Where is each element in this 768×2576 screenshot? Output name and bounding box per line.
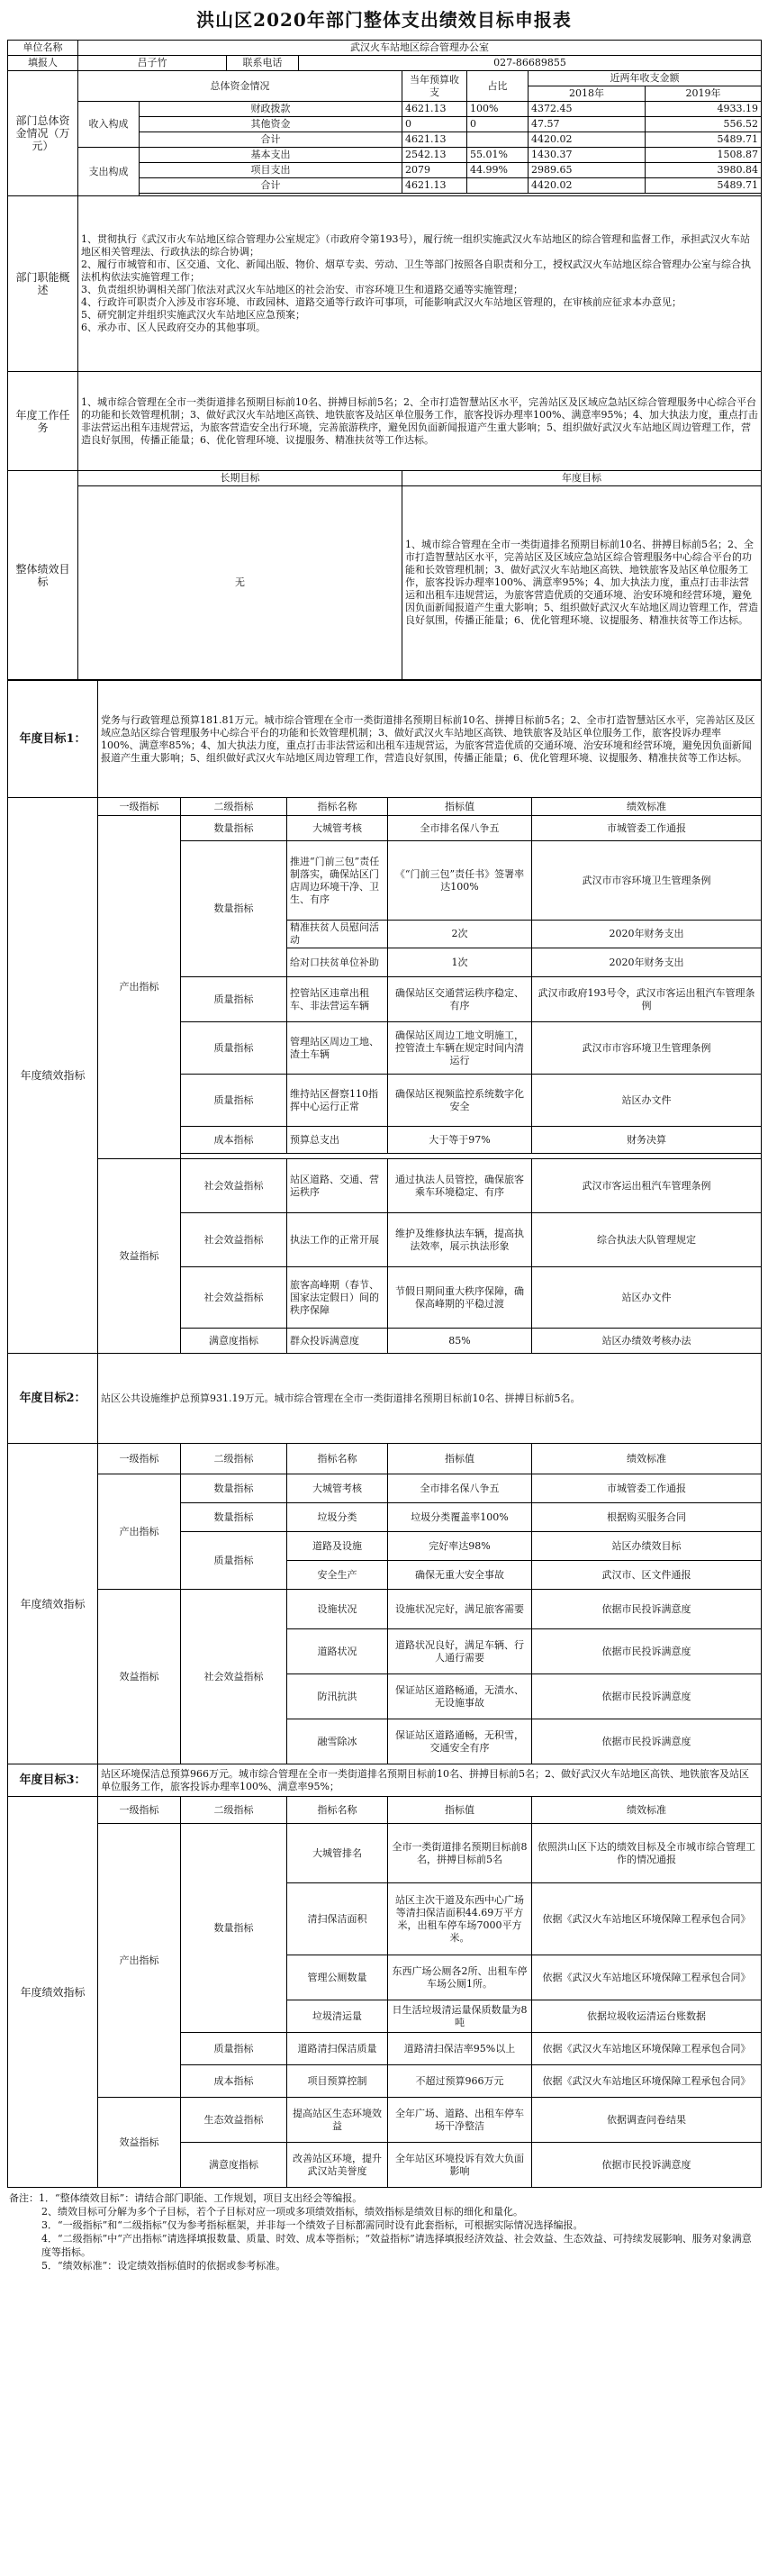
g1-l2: 社会效益指标 [181,1213,287,1267]
g1-value: 85% [388,1329,532,1354]
g3-std: 依据《武汉火车站地区环境保障工程承包合同》 [532,1883,762,1955]
g1-name: 预算总支出 [287,1127,388,1154]
duties-line: 1、贯彻执行《武汉市火车站地区综合管理办公室规定》（市政府令第193号），履行统一组织实施武汉火车站地区的综合管理和监督工作，承担武汉火车站地区相关管理法、行政执法的综合协调； [81,233,750,258]
funds-row-name: 合计 [140,132,402,148]
g2-value: 确保无重大安全事故 [388,1561,532,1590]
goal1-h4: 指标值 [388,798,532,816]
g2-name: 安全生产 [287,1561,388,1590]
duties-label: 部门职能概述 [8,196,78,372]
g3-value: 全年站区环境投诉有效大负面影响 [388,2143,532,2188]
goal3-h4: 指标值 [388,1797,532,1824]
funds-row-ratio: 100% [467,102,529,117]
funds-row-2018: 4420.02 [529,178,646,194]
g3-name: 提高站区生态环境效益 [287,2098,388,2143]
duties-line: 4、行政许可职责介入涉及市容环境、市政园林、道路交通等行政许可事项，可能影响武汉火车站地区管理的，在审核前应征求本办意见； [81,296,682,308]
g1-value: 通过执法人员管控，确保旅客乘车环境稳定、有序 [388,1159,532,1213]
g1-name: 推进“门前三包”责任制落实，确保站区门店周边环境干净、卫生、有序 [287,841,388,921]
duties-line: 5、研究制定并组织实施武汉火车站地区应急预案； [81,309,305,321]
g1-value: 大于等于97% [388,1127,532,1154]
g1-value: 2次 [388,921,532,948]
g2-std: 站区办绩效目标 [532,1532,762,1561]
page [7,0,761,2276]
g2-l2: 质量指标 [181,1532,287,1590]
footnote: 5．“绩效标准”：设定绩效指标值时的依据或参考标准。 [41,2260,286,2272]
g1-l2: 数量指标 [181,816,287,841]
g1-name: 精准扶贫人员慰问活动 [287,921,388,948]
g3-std: 依据《武汉火车站地区环境保障工程承包合同》 [532,2065,762,2098]
g1-name: 大城管考核 [287,816,388,841]
duties-text [78,196,762,372]
year-goal-label: 年度目标 [402,471,762,486]
g3-name: 项目预算控制 [287,2065,388,2098]
g3-value: 道路清扫保洁率95%以上 [388,2033,532,2065]
g1-value: 全市排名保八争五 [388,816,532,841]
g1-l2: 成本指标 [181,1127,287,1154]
funds-row-ratio: 55.01% [467,148,529,163]
g1-value: 确保站区周边工地文明施工，控管渣土车辆在规定时间内清运行 [388,1022,532,1075]
filler-label: 填报人 [8,56,78,71]
footnote: 3．“一级指标”和“二级指标”仅为参考指标框架，并非每一个绩效子目标都需同时设有此套指标，可根据实际情况选择编报。 [41,2219,583,2231]
goal2-out-label: 产出指标 [98,1474,181,1590]
g3-name: 垃圾清运量 [287,2000,388,2033]
funds-row-budget: 4621.13 [402,178,467,194]
funds-header-2018: 2018年 [529,86,646,102]
g1-std: 综合执法大队管理规定 [532,1213,762,1267]
g1-name: 管理站区周边工地、渣土车辆 [287,1022,388,1075]
funds-row-2019: 5489.71 [646,132,762,148]
goal1-h1: 一级指标 [98,798,181,816]
g1-name: 给对口扶贫单位补助 [287,948,388,977]
g1-std: 武汉市政府193号令，武汉市客运出租汽车管理条例 [532,977,762,1022]
footnote: 备注：1．“整体绩效目标”：请结合部门职能、工作规划，项目支出经会等编报。 [9,2192,363,2204]
g2-name: 垃圾分类 [287,1503,388,1532]
goal1-perf-label: 年度绩效指标 [8,798,98,1354]
goal2-eff-label: 效益指标 [98,1590,181,1764]
g1-std: 市城管委工作通报 [532,816,762,841]
g1-value: 确保站区视频监控系统数字化安全 [388,1075,532,1127]
g3-value: 东西广场公厕各2所、出租车停车场公厕1所。 [388,1955,532,2000]
header-funds-table [7,40,762,680]
footnote: 2、绩效目标可分解为多个子目标，若个子目标对应一项或多项绩效指标，绩效指标是绩效目标的细化和量化。 [41,2206,523,2218]
goal3-out-label: 产出指标 [98,1824,181,2098]
g1-name: 执法工作的正常开展 [287,1213,388,1267]
expense-label: 支出构成 [78,148,140,196]
g2-name: 融雪除冰 [287,1719,388,1764]
goal1-out-label: 产出指标 [98,816,181,1159]
g3-name: 大城管排名 [287,1824,388,1883]
funds-row-ratio [467,132,529,148]
g1-std: 站区办文件 [532,1267,762,1329]
g2-value: 道路状况良好，满足车辆、行人通行需要 [388,1629,532,1674]
g1-std: 财务决算 [532,1127,762,1154]
annual-task-label: 年度工作任务 [8,372,78,471]
g2-value: 保证站区道路通畅，无积雪，交通安全有序 [388,1719,532,1764]
goal1-text: 党务与行政管理总预算181.81万元。城市综合管理在全市一类街道排名预期目标前10名、拼搏目标前5名；2、全市打造智慧站区水平，完善站区及区域应急站区综合管理服务中心综合平台的功能和长效管理机制；3、做好武汉火车站地区高铁、地铁旅客及站区单位服务工作，旅客投诉办理率100%、满意率85%；4、加大执法力度，重点打击非法营运和出租车违规营运，为旅客营造优质的交通环境、治安环境和经营环境，避免因负面新闻报道产生重大影响；5、组织做好武汉火车站地区周边管理工作，营造良好氛围，传播正能量；6、优化管理环境、议提服务、精准扶贫等工作达标。 [98,681,762,798]
funds-row-name: 其他资金 [140,117,402,132]
g1-l2: 社会效益指标 [181,1267,287,1329]
g1-value: 节假日期间重大秩序保障，确保高峰期的平稳过渡 [388,1267,532,1329]
g3-std: 依据《武汉火车站地区环境保障工程承包合同》 [532,1955,762,2000]
g3-value: 全年广场、道路、出租车停车场干净整洁 [388,2098,532,2143]
goal1-table [7,680,762,2188]
g3-std: 依据《武汉火车站地区环境保障工程承包合同》 [532,2033,762,2065]
goal1-h3: 指标名称 [287,798,388,816]
goal3-h2: 二级指标 [181,1797,287,1824]
long-term-label: 长期目标 [78,471,402,486]
income-label: 收入构成 [78,102,140,148]
g3-l2: 数量指标 [181,1824,287,2033]
funds-row-name: 项目支出 [140,163,402,178]
g1-l2: 质量指标 [181,1075,287,1127]
g1-value: 确保站区交通营运秩序稳定、有序 [388,977,532,1022]
filler-value: 吕子竹 [78,56,227,71]
funds-row-2019: 3980.84 [646,163,762,178]
duties-line: 6、承办市、区人民政府交办的其他事项。 [81,322,266,333]
g1-l2: 质量指标 [181,977,287,1022]
g1-name: 站区道路、交通、营运秩序 [287,1159,388,1213]
goal2-h1: 一级指标 [98,1444,181,1474]
funds-row-ratio [467,178,529,194]
g3-std: 依照洪山区下达的绩效目标及全市城市综合管理工作的情况通报 [532,1824,762,1883]
goal3-h5: 绩效标准 [532,1797,762,1824]
g3-l2: 成本指标 [181,2065,287,2098]
g3-name: 管理公厕数量 [287,1955,388,2000]
funds-row-name: 合计 [140,178,402,194]
goal2-h5: 绩效标准 [532,1444,762,1474]
goal2-label: 年度目标2： [8,1354,98,1444]
g1-std: 2020年财务支出 [532,921,762,948]
g2-name: 道路状况 [287,1629,388,1674]
unit-label: 单位名称 [8,41,78,56]
g1-std: 武汉市市容环境卫生管理条例 [532,841,762,921]
g2-name: 防汛抗洪 [287,1674,388,1719]
goal2-h2: 二级指标 [181,1444,287,1474]
g1-std: 2020年财务支出 [532,948,762,977]
g2-std: 根据购买服务合同 [532,1503,762,1532]
funds-header-2019: 2019年 [646,86,762,102]
funds-header-recent: 近两年收支金额 [529,71,762,86]
goal2-perf-label: 年度绩效指标 [8,1444,98,1764]
g3-name: 道路清扫保洁质量 [287,2033,388,2065]
goal3-perf-label: 年度绩效指标 [8,1797,98,2188]
g3-l2: 生态效益指标 [181,2098,287,2143]
funds-row-2018: 1430.37 [529,148,646,163]
funds-row-2019: 4933.19 [646,102,762,117]
g2-l2: 社会效益指标 [181,1590,287,1764]
g3-value: 不超过预算966万元 [388,2065,532,2098]
g3-name: 清扫保洁面积 [287,1883,388,1955]
funds-row-2019: 5489.71 [646,178,762,194]
duties-line: 3、负责组织协调相关部门依法对武汉火车站地区的社会治安、市容环境卫生和道路交通等实施管理； [81,284,523,295]
g2-std: 依据市民投诉满意度 [532,1629,762,1674]
g3-value: 日生活垃圾清运量保质数量为8吨 [388,2000,532,2033]
g2-std: 依据市民投诉满意度 [532,1719,762,1764]
funds-row-budget: 2079 [402,163,467,178]
goal1-label: 年度目标1： [8,681,98,798]
footnote: 4．“二级指标”中“产出指标”请选择填报数量、质量、时效、成本等指标；“效益指标”请选择填报经济效益、社会效益、生态效益、可持续发展影响、服务对象满意度等指标。 [41,2233,752,2258]
funds-row-budget: 4621.13 [402,132,467,148]
g2-value: 设施状况完好，满足旅客需要 [388,1590,532,1629]
goal2-h4: 指标值 [388,1444,532,1474]
g2-value: 完好率达98% [388,1532,532,1561]
g2-name: 大城管考核 [287,1474,388,1503]
funds-row-2019: 1508.87 [646,148,762,163]
unit-value: 武汉火车站地区综合管理办公室 [78,41,762,56]
g1-std: 武汉市市容环境卫生管理条例 [532,1022,762,1075]
g2-std: 武汉市、区文件通报 [532,1561,762,1590]
g3-value: 全市一类街道排名预期目标前8名，拼搏目标前5名 [388,1824,532,1883]
g1-value: 1次 [388,948,532,977]
overall-label: 整体绩效目标 [8,471,78,680]
funds-row-name: 基本支出 [140,148,402,163]
g2-l2: 数量指标 [181,1474,287,1503]
g3-l2: 满意度指标 [181,2143,287,2188]
g2-l2: 数量指标 [181,1503,287,1532]
g1-l2: 社会效益指标 [181,1159,287,1213]
g2-value: 全市排名保八争五 [388,1474,532,1503]
goal2-text: 站区公共设施维护总预算931.19万元。城市综合管理在全市一类街道排名预期目标前10名、拼搏目标前5名。 [98,1354,762,1444]
funds-row-2018: 2989.65 [529,163,646,178]
goal3-h1: 一级指标 [98,1797,181,1824]
funds-row-2019: 556.52 [646,117,762,132]
g1-name: 群众投诉满意度 [287,1329,388,1354]
funds-row-2018: 4420.02 [529,132,646,148]
year-goal-text: 1、城市综合管理在全市一类街道排名预期目标前10名、拼搏目标前5名；2、全市打造智慧站区水平，完善站区及区域应急站区综合管理服务中心综合平台的功能和长效管理机制；3、做好武汉火车站地区高铁、地铁旅客及站区单位服务工作，旅客投诉办理率100%、满意率95%；4、加大执法力度，重点打击非法营运和出租车违规营运，为旅客营造优质的交通环境、治安环境和经营环境，避免因负面新闻报道产生重大影响；5、组织做好武汉火车站地区周边管理工作，营造良好氛围，传播正能量；6、优化管理环境、议提服务、精准扶贫等工作达标。 [402,486,762,680]
g1-l2: 质量指标 [181,1022,287,1075]
g3-name: 改善站区环境，提升武汉站美誉度 [287,2143,388,2188]
g3-std: 依据调查问卷结果 [532,2098,762,2143]
funds-row-ratio: 0 [467,117,529,132]
g2-name: 设施状况 [287,1590,388,1629]
g1-std: 站区办绩效考核办法 [532,1329,762,1354]
g1-value: 《“门前三包”责任书》签署率达100% [388,841,532,921]
funds-row-budget: 2542.13 [402,148,467,163]
goal3-h3: 指标名称 [287,1797,388,1824]
g2-std: 市城管委工作通报 [532,1474,762,1503]
g1-std: 站区办文件 [532,1075,762,1127]
g1-name: 旅客高峰期（春节、国家法定假日）间的秩序保障 [287,1267,388,1329]
goal1-h5: 绩效标准 [532,798,762,816]
phone-label: 联系电话 [227,56,299,71]
g2-name: 道路及设施 [287,1532,388,1561]
funds-header-budget: 当年预算收支 [402,71,467,102]
duties-line: 2、履行市城管和市、区交通、文化、新闻出版、物价、烟草专卖、劳动、卫生等部门按照各自职责和分工，授权武汉火车站地区综合管理办公室与综合执法机构依法实施管理工作； [81,259,751,283]
funds-header-total: 总体资金情况 [78,71,402,102]
funds-row-2018: 4372.45 [529,102,646,117]
goal3-text: 站区环境保洁总预算966万元。城市综合管理在全市一类街道排名预期目标前10名、拼搏目标前5名；2、做好武汉火车站地区高铁、地铁旅客及站区单位服务工作，旅客投诉办理率100%、满意率95%； [98,1764,762,1797]
g3-value: 站区主次干道及东西中心广场等清扫保洁面积44.69万平方米，出租车停车场7000平方米。 [388,1883,532,1955]
g2-std: 依据市民投诉满意度 [532,1590,762,1629]
g1-l2: 满意度指标 [181,1329,287,1354]
g2-std: 依据市民投诉满意度 [532,1674,762,1719]
g2-value: 垃圾分类覆盖率100% [388,1503,532,1532]
funds-row-budget: 4621.13 [402,102,467,117]
funds-row-budget: 0 [402,117,467,132]
footnotes [7,2188,761,2276]
goal1-eff-label: 效益指标 [98,1159,181,1354]
goal2-h3: 指标名称 [287,1444,388,1474]
funds-row-name: 财政拨款 [140,102,402,117]
funds-header-ratio: 占比 [467,71,529,102]
long-term-value: 无 [78,486,402,680]
phone-value: 027-86689855 [299,56,762,71]
annual-task-text: 1、城市综合管理在全市一类街道排名预期目标前10名、拼搏目标前5名；2、全市打造智慧站区水平，完善站区及区域应急站区综合管理服务中心综合平台的功能和长效管理机制；3、做好武汉火车站地区高铁、地铁旅客及站区单位服务工作，旅客投诉办理率100%、满意率95%；4、加大执法力度，重点打击非法营运出租车违规营运，为旅客营造安全出行环境，完善旅游秩序，避免因负面新闻报道产生重大影响；5、组织做好武汉火车站地区周边管理工作，营造良好氛围，传播正能量；6、优化管理环境、议提服务、精准扶贫等工作达标。 [78,372,762,471]
goal3-label: 年度目标3： [8,1764,98,1797]
g1-name: 控管站区违章出租车、非法营运车辆 [287,977,388,1022]
g2-value: 保证站区道路畅通，无渍水、无设施事故 [388,1674,532,1719]
g1-l2: 数量指标 [181,841,287,977]
g3-std: 依据市民投诉满意度 [532,2143,762,2188]
g3-std: 依据垃圾收运清运台账数据 [532,2000,762,2033]
funds-row-ratio: 44.99% [467,163,529,178]
funds-row-2018: 47.57 [529,117,646,132]
g3-l2: 质量指标 [181,2033,287,2065]
g1-value: 维护及维修执法车辆，提高执法效率，展示执法形象 [388,1213,532,1267]
goal1-h2: 二级指标 [181,798,287,816]
goal3-eff-label: 效益指标 [98,2098,181,2188]
funds-section-label: 部门总体资金情况（万元） [8,71,78,196]
g1-std: 武汉市客运出租汽车管理条例 [532,1159,762,1213]
page-title: 洪山区2020年部门整体支出绩效目标申报表 [196,9,572,31]
g1-name: 维持站区督察110指挥中心运行正常 [287,1075,388,1127]
